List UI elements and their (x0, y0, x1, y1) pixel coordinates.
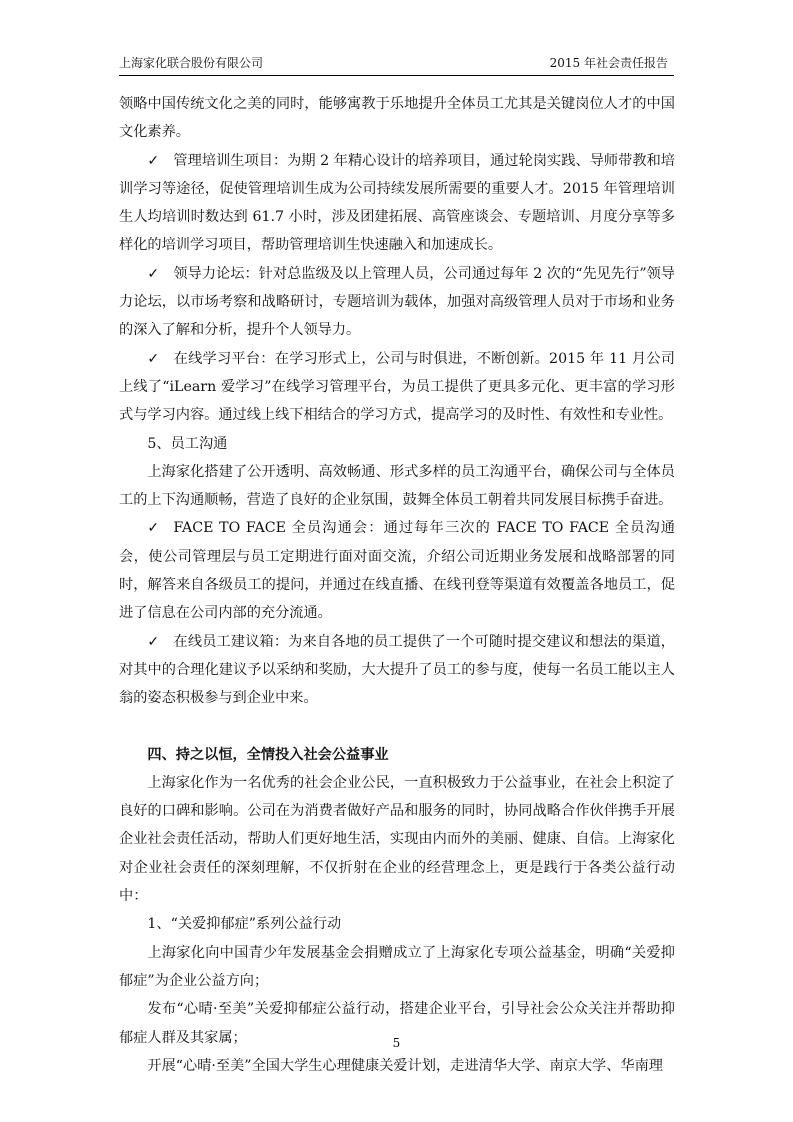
bullet-paragraph (119, 147, 675, 260)
bullet-text: 在线员工建议箱：为来自各地的员工提供了一个可随时提交建议和想法的渠道，对其中的合理化建议予以采纳和奖励，大大提升了员工的参与度，使每一名员工能以主人翁的姿态积极参与到企业中来。 (119, 633, 675, 707)
bullet-text: 管理培训生项目：为期 2 年精心设计的培养项目，通过轮岗实践、导师带教和培训学习等途径，促使管理培训生成为公司持续发展所需要的重要人才。2015 年管理培训生人均培训时数达到 61.7 小时，涉及团建拓展、高管座谈会、专题培训、月度分享等多样化的培训学习项目，帮助管理培训生快速融入和加速成长。 (119, 152, 675, 254)
paragraph: 发布“心晴·至美”关爱抑郁症公益行动，搭建企业平台，引导社会公众关注并帮助抑郁症人群及其家属； (119, 1001, 675, 1046)
bullet-paragraph (119, 514, 675, 627)
check-icon: ✓ (147, 520, 160, 537)
bullet-paragraph (119, 260, 675, 345)
bullet-text: 领导力论坛：针对总监级及以上管理人员，公司通过每年 2 次的“先见先行”领导力论坛，以市场考察和战略研讨，专题培训为载体，加强对高级管理人员对于市场和业务的深入了解和分析，提升个人领导力。 (119, 265, 675, 339)
bullet-text: 在线学习平台：在学习形式上，公司与时俱进，不断创新。2015 年 11 月公司上线了“iLearn 爱学习”在线学习管理平台，为员工提供了更具多元化、更丰富的学习形式与学习内容。通过线上线下相结合的学习方式，提高学习的及时性、有效性和专业性。 (119, 350, 675, 424)
paragraph: 领略中国传统文化之美的同时，能够寓教于乐地提升全体员工尤其是关键岗位人才的中国文化素养。 (119, 96, 675, 141)
paragraph: 上海家化搭建了公开透明、高效畅通、形式多样的员工沟通平台，确保公司与全体员工的上下沟通顺畅，营造了良好的企业氛围，鼓舞全体员工朝着共同发展目标携手奋进。 (119, 463, 675, 509)
section-heading: 四、持之以恒，全情投入社会公益事业 (147, 746, 389, 763)
header-report-title: 2015 年社会责任报告 (549, 56, 668, 70)
check-icon: ✓ (147, 152, 160, 169)
bullet-text: FACE TO FACE 全员沟通会：通过每年三次的 FACE TO FACE 全员沟通会，使公司管理层与员工定期进行面对面交流，介绍公司近期业务发展和战略部署的同时，解答来自各级员工的提问，并通过在线直播、在线刊登等渠道有效覆盖各地员工，促进了信息在公司内部的充分流通。 (119, 520, 675, 622)
subheading: 5、员工沟通 (147, 435, 228, 452)
page-number: 5 (392, 1036, 401, 1050)
page-header (119, 53, 674, 76)
bullet-paragraph (119, 345, 675, 430)
paragraph: 开展“心晴·至美”全国大学生心理健康关爱计划，走进清华大学、南京大学、华南理 (147, 1057, 663, 1074)
document-body (119, 90, 675, 1080)
check-icon: ✓ (147, 633, 160, 650)
check-icon: ✓ (147, 265, 160, 282)
subheading: 1、“关爱抑郁症”系列公益行动 (147, 916, 342, 933)
paragraph: 上海家化向中国青少年发展基金会捐赠成立了上海家化专项公益基金，明确“关爱抑郁症”为企业公益方向； (119, 944, 675, 989)
bullet-paragraph (119, 628, 675, 713)
check-icon: ✓ (147, 350, 160, 367)
paragraph: 上海家化作为一名优秀的社会企业公民，一直积极致力于公益事业，在社会上积淀了良好的口碑和影响。公司在为消费者做好产品和服务的同时，协同战略合作伙伴携手开展企业社会责任活动，帮助人们更好地生活，实现由内而外的美丽、健康、自信。上海家化对企业社会责任的深刻理解，不仅折射在企业的经营理念上，更是践行于各类公益行动中： (119, 774, 675, 905)
header-company: 上海家化联合股份有限公司 (119, 56, 264, 70)
